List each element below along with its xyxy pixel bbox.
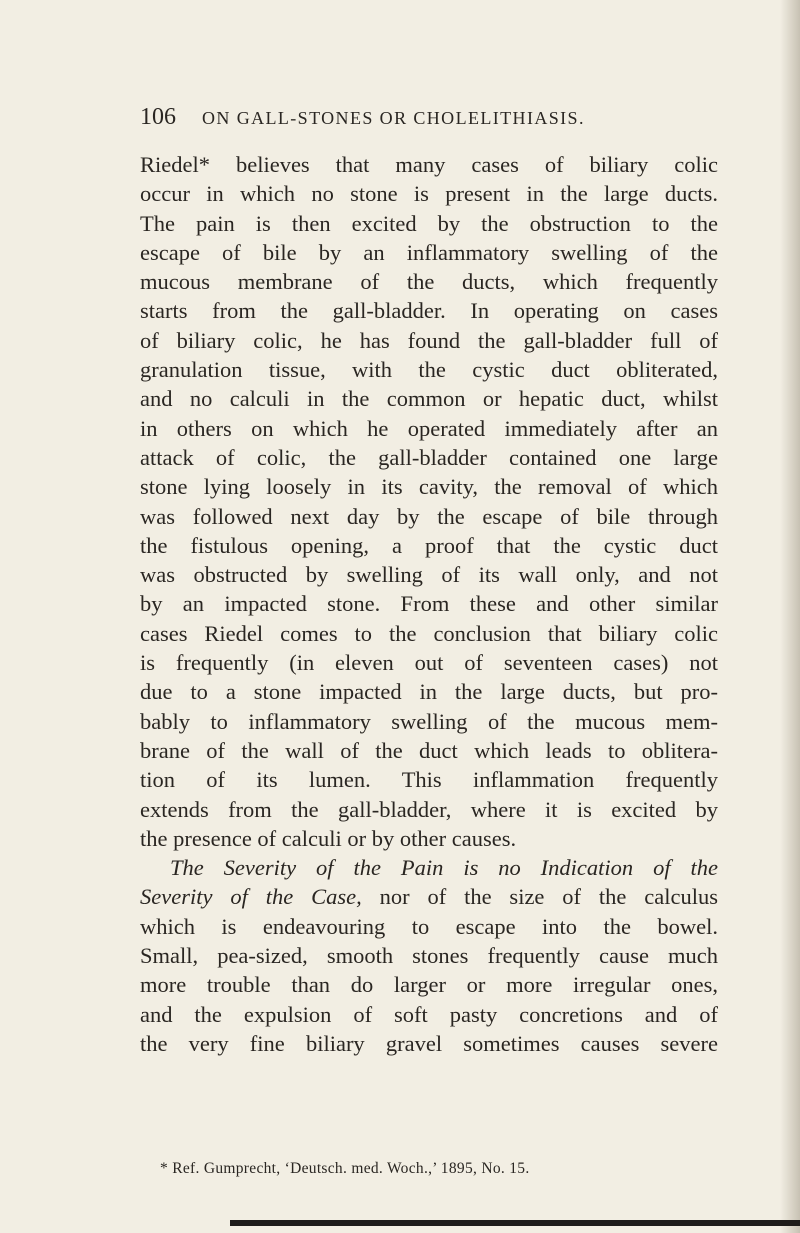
text-line: due to a stone impacted in the large ducts, but pro- xyxy=(140,679,718,705)
text-line: and the expulsion of soft pasty concretions and of xyxy=(140,1001,718,1027)
text-line: The pain is then excited by the obstruction to the xyxy=(140,210,718,236)
text-line: Small, pea-sized, smooth stones frequently cause much xyxy=(140,943,718,969)
text-line: occur in which no stone is present in the large ducts. xyxy=(140,181,718,207)
text-line: in others on which he operated immediately after an xyxy=(140,415,718,441)
text-line: starts from the gall-bladder. In operating on cases xyxy=(140,298,718,324)
text-line: and no calculi in the common or hepatic duct, whilst xyxy=(140,386,718,412)
text-line: stone lying loosely in its cavity, the removal of which xyxy=(140,474,718,500)
page-number: 106 xyxy=(140,104,176,130)
body-text xyxy=(140,150,718,1058)
text-line: brane of the wall of the duct which leads to oblitera- xyxy=(140,737,718,763)
text-line: the very fine biliary gravel sometimes causes severe xyxy=(140,1030,718,1056)
text-line: is frequently (in eleven out of seventeen cases) not xyxy=(140,650,718,676)
text-line: by an impacted stone. From these and other similar xyxy=(140,591,718,617)
paragraph-severity xyxy=(140,853,718,1058)
italic-heading: Severity of the Case, xyxy=(140,884,362,910)
text-line xyxy=(140,853,718,882)
text-line: was followed next day by the escape of bile through xyxy=(140,503,718,529)
text-line: mucous membrane of the ducts, which frequently xyxy=(140,269,718,295)
text-line: cases Riedel comes to the conclusion that biliary colic xyxy=(140,620,718,646)
text-line: extends from the gall-bladder, where it is excited by xyxy=(140,796,718,822)
footnote: * Ref. Gumprecht, ‘Deutsch. med. Woch.,’ 1895, No. 15. xyxy=(160,1160,530,1177)
page-bottom-edge xyxy=(230,1220,800,1226)
text-line: attack of colic, the gall-bladder contained one large xyxy=(140,444,718,470)
text-span: nor of the size of the calculus xyxy=(361,884,718,910)
text-line: the presence of calculi or by other causes. xyxy=(140,825,517,851)
italic-heading: The Severity of the Pain is no Indication of the xyxy=(170,855,718,881)
text-line: which is endeavouring to escape into the bowel. xyxy=(140,913,718,939)
text-line: tion of its lumen. This inflammation frequently xyxy=(140,767,718,793)
text-line: of biliary colic, he has found the gall-bladder full of xyxy=(140,327,718,353)
page-edge-shadow xyxy=(780,0,800,1233)
running-title: ON GALL-STONES OR CHOLELITHIASIS. xyxy=(202,108,585,128)
text-line: was obstructed by swelling of its wall only, and not xyxy=(140,562,718,588)
text-line: Riedel* believes that many cases of biliary colic xyxy=(140,152,718,177)
paragraph-severity-rest xyxy=(140,912,718,1058)
text-line: the fistulous opening, a proof that the cystic duct xyxy=(140,532,718,558)
text-line: granulation tissue, with the cystic duct obliterated, xyxy=(140,357,718,383)
text-line: more trouble than do larger or more irregular ones, xyxy=(140,972,718,998)
text-line xyxy=(140,882,718,911)
running-header xyxy=(140,104,660,131)
text-line: bably to inflammatory swelling of the mucous mem- xyxy=(140,708,718,734)
paragraph-riedel xyxy=(140,150,718,853)
text-line: escape of bile by an inflammatory swelling of the xyxy=(140,239,718,265)
